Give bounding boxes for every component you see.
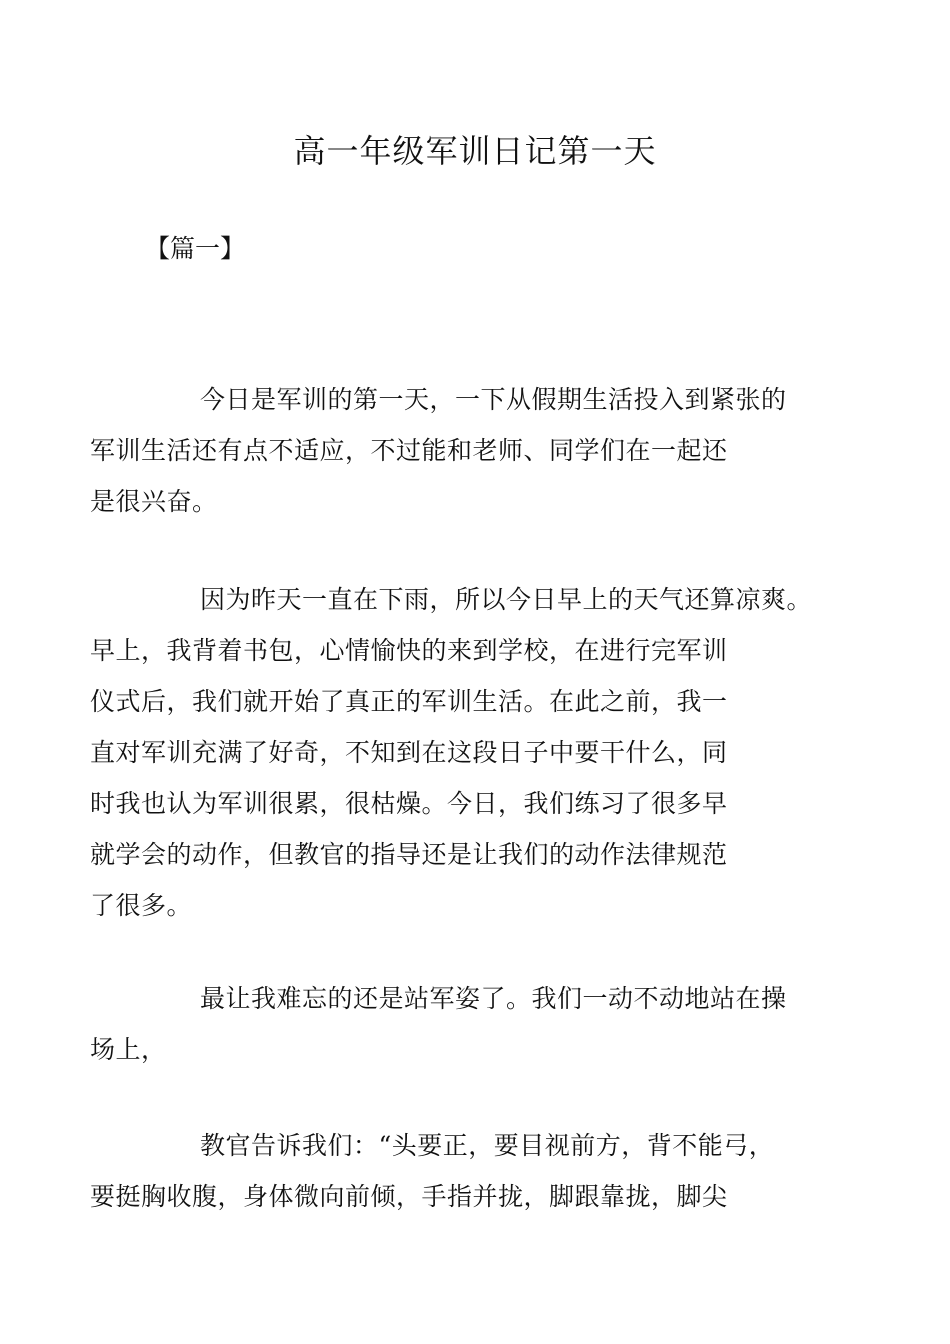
paragraph-3 [90,973,845,1075]
paragraph-1 [90,374,845,527]
paragraph-line: 因为昨天一直在下雨，所以今日早上的天气还算凉爽。 [200,585,813,614]
paragraph-line: 了很多。 [90,891,193,920]
paragraph-line: 教官告诉我们：“头要正，要目视前方，背不能弓， [200,1131,775,1160]
paragraph-line: 是很兴奋。 [90,487,218,516]
paragraph-line: 就学会的动作，但教官的指导还是让我们的动作法律规范 [90,840,728,869]
paragraph-line: 要挺胸收腹，身体微向前倾，手指并拢，脚跟靠拢，脚尖 [90,1182,728,1211]
paragraph-line: 场上， [90,1035,167,1064]
paragraph-4 [90,1120,845,1222]
page-title: 高一年级军训日记第一天 [293,132,657,170]
paragraph-2 [90,574,845,931]
paragraph-line: 军训生活还有点不适应，不过能和老师、同学们在一起还 [90,436,728,465]
paragraph-line: 最让我难忘的还是站军姿了。我们一动不动地站在操 [200,984,787,1013]
paragraph-line: 直对军训充满了好奇，不知到在这段日子中要干什么，同 [90,738,728,767]
paragraph-line: 早上，我背着书包，心情愉快的来到学校，在进行完军训 [90,636,728,665]
paragraph-line: 仪式后，我们就开始了真正的军训生活。在此之前，我一 [90,687,728,716]
section-label: 【篇一】 [145,234,246,263]
paragraph-line: 今日是军训的第一天，一下从假期生活投入到紧张的 [200,385,787,414]
paragraph-line: 时我也认为军训很累，很枯燥。今日，我们练习了很多早 [90,789,728,818]
